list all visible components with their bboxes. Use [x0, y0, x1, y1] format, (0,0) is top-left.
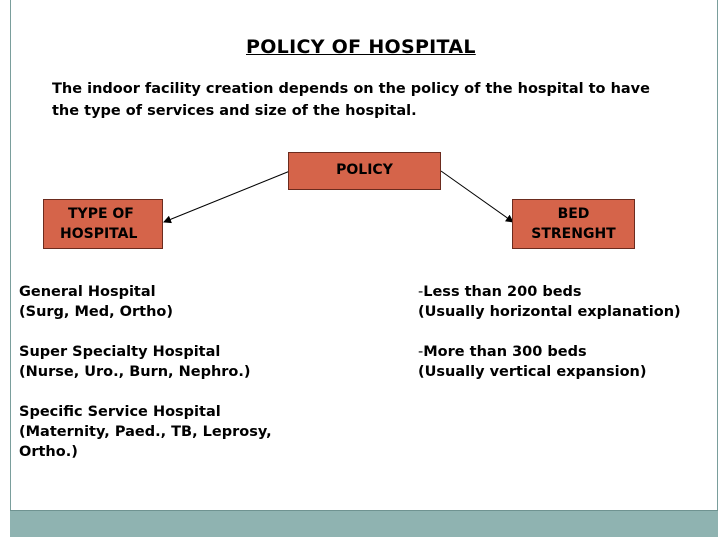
policy-box	[288, 152, 441, 190]
bed-strength-line1: BED	[557, 206, 590, 222]
type-of-hospital-line1: TYPE OF	[68, 206, 134, 222]
type-of-hospital-line2: HOSPITAL	[60, 226, 138, 242]
bed-range-detail: (Usually vertical expansion)	[418, 364, 647, 380]
hospital-type-name: Specific Service Hospital	[19, 404, 221, 420]
hospital-type-name: Super Specialty Hospital	[19, 344, 221, 360]
hospital-types-list	[19, 282, 272, 482]
type-of-hospital-box	[43, 199, 163, 249]
list-item	[418, 282, 681, 322]
bed-strength-line2: STRENGHT	[531, 226, 616, 242]
hospital-type-detail: (Maternity, Paed., TB, Leprosy,	[19, 424, 272, 440]
hospital-type-name: General Hospital	[19, 284, 156, 300]
dash-prefix: -	[418, 344, 424, 360]
arrow-to-type-of-hospital	[164, 171, 290, 222]
list-item	[418, 342, 681, 382]
list-item	[19, 402, 272, 462]
intro-text: The indoor facility creation depends on the policy of the hospital to have the type of services and size of the hospital.	[52, 81, 650, 119]
bed-strength-list	[418, 282, 681, 402]
bed-range-detail: (Usually horizontal explanation)	[418, 304, 681, 320]
list-item	[19, 282, 272, 322]
bed-strength-box	[512, 199, 635, 249]
hospital-type-detail: (Surg, Med, Ortho)	[19, 304, 173, 320]
dash-prefix: -	[418, 284, 424, 300]
bed-range-name: More than 300 beds	[423, 344, 587, 360]
policy-label: POLICY	[336, 162, 393, 178]
hospital-type-detail-cont: Ortho.)	[19, 444, 78, 460]
footer-bar	[10, 510, 718, 537]
arrow-to-bed-strength	[441, 171, 513, 222]
bed-range-name: Less than 200 beds	[423, 284, 582, 300]
list-item	[19, 342, 272, 382]
hospital-type-detail: (Nurse, Uro., Burn, Nephro.)	[19, 364, 251, 380]
slide-title: POLICY OF HOSPITAL	[246, 36, 476, 58]
